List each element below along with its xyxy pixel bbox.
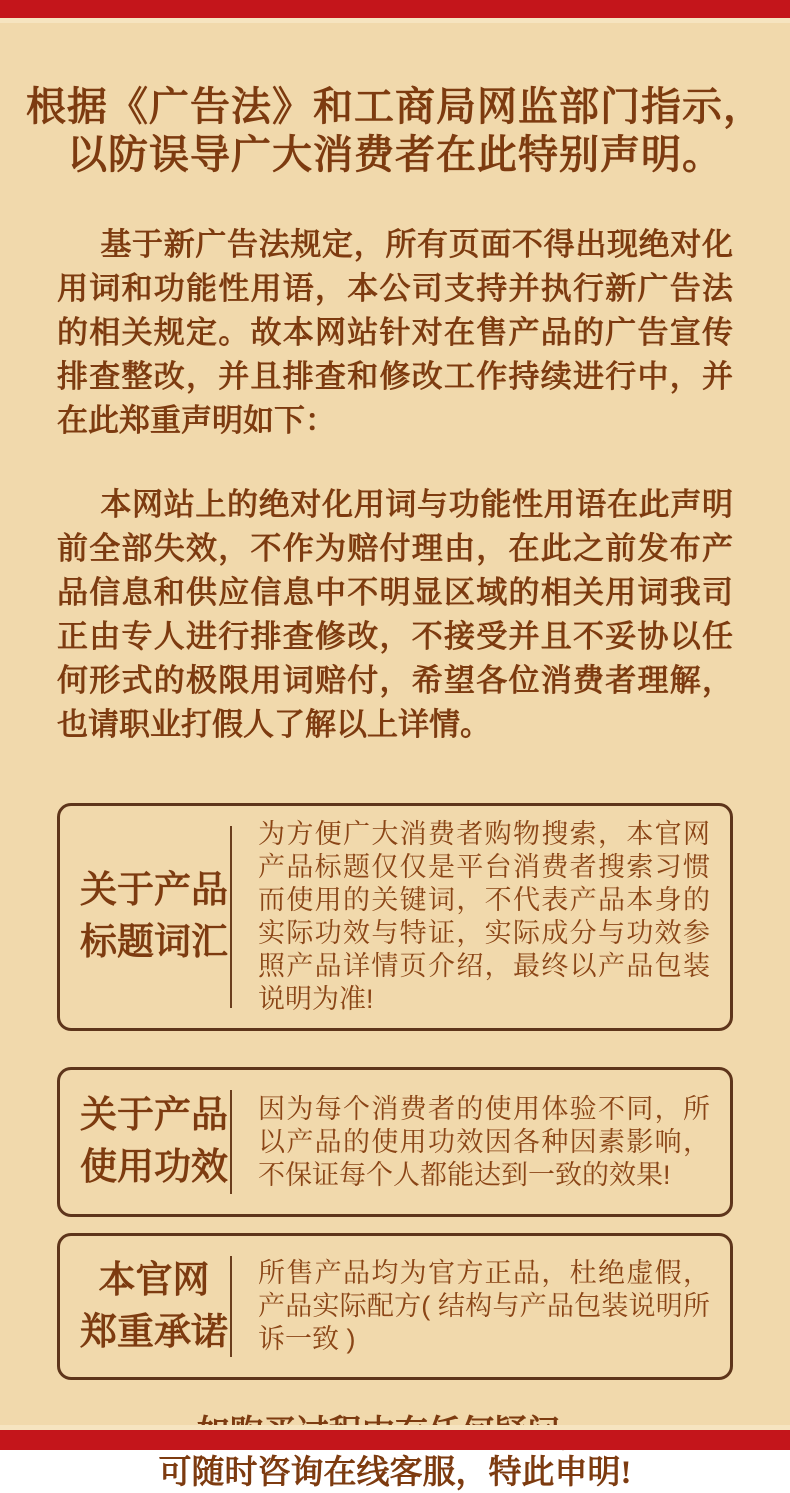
notice-box-title — [78, 1255, 230, 1359]
page-title-line-1: 根据《广告法》和工商局网监部门指示， — [26, 84, 764, 129]
notice-box-body: 因为每个消费者的使用体验不同，所以产品的使用功效因各种因素影响，不保证每个人都能达到一致的效果! — [258, 1093, 710, 1190]
statement-paragraph-2: 本网站上的绝对化用词与功能性用语在此声明前全部失效，不作为赔付理由，在此之前发布产品信息和供应信息中不明显区域的相关用词我司正由专人进行排查修改，不接受并且不妥协以任何形式的极限用词赔付，希望各位消费者理解，也请职业打假人了解以上详情。 — [57, 487, 733, 742]
footer-note-line-2: 可随时咨询在线客服，特此申明! — [158, 1455, 632, 1491]
notice-box-list — [57, 803, 733, 1380]
notice-box-title-line-2: 郑重承诺 — [80, 1311, 228, 1353]
notice-box-product-title-keywords — [57, 803, 733, 1031]
notice-box-title-line-2: 标题词汇 — [80, 922, 228, 963]
notice-box-title-line-1: 本官网 — [98, 1259, 210, 1301]
bottom-red-bar — [0, 1430, 790, 1450]
page-title — [0, 83, 790, 179]
notice-box-title-line-2: 使用功效 — [80, 1147, 228, 1188]
notice-box-official-promise — [57, 1233, 733, 1380]
top-bar-highlight-edge — [0, 18, 790, 23]
notice-box-product-effect — [57, 1067, 733, 1217]
statement-paragraph-1: 基于新广告法规定，所有页面不得出现绝对化用词和功能性用语，本公司支持并执行新广告法的相关规定。故本网站针对在售产品的广告宣传排查整改，并且排查和修改工作持续进行中，并在此郑重声明如下： — [57, 227, 733, 438]
top-red-bar — [0, 0, 790, 18]
notice-box-body: 所售产品均为官方正品，杜绝虚假，产品实际配方( 结构与产品包装说明所诉一致 ) — [258, 1258, 710, 1354]
page-title-line-2: 以防误导广大消费者在此特别声明。 — [67, 132, 723, 177]
notice-box-title-line-1: 关于产品 — [80, 870, 228, 911]
notice-box-title — [78, 1090, 230, 1194]
notice-box-body: 为方便广大消费者购物搜索，本官网产品标题仅仅是平台消费者搜索习惯而使用的关键词，不代表产品本身的实际功效与特证，实际成分与功效参照产品详情页介绍，最终以产品包装说明为准! — [258, 819, 710, 1014]
notice-box-title — [78, 865, 230, 969]
notice-box-title-line-1: 关于产品 — [80, 1095, 228, 1136]
